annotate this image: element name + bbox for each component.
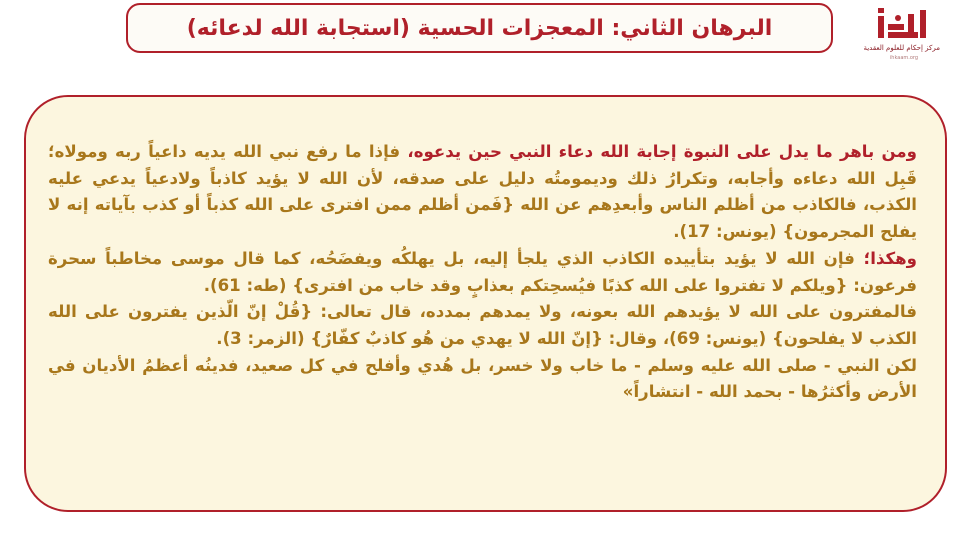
- logo: [846, 2, 952, 64]
- paragraph-2: [48, 246, 917, 299]
- logo-url: ihkaam.org: [889, 55, 919, 61]
- paragraph-1: [48, 139, 917, 246]
- paragraph-3: [48, 299, 917, 352]
- paragraph-2-body: فإن الله لا يؤيد بتأييده الكاذب الذي يلجأ إليه، بل يهلكُه ويفضَحُه، كما قال موسى مخاطباً سحرة فرعون: {ويلكم لا تفتروا على الله كذبًا فيُسحِتكم بعذابٍ وقد خاب من افترى} (طه: 61).: [48, 248, 917, 295]
- paragraph-2-lead: وهكذا؛: [854, 248, 917, 268]
- title-banner: [126, 3, 833, 53]
- paragraph-4: [48, 353, 917, 406]
- content-panel: [24, 95, 947, 512]
- paragraph-1-lead: ومن باهر ما يدل على النبوة إجابة الله دعاء النبي حين يدعوه،: [400, 142, 917, 161]
- paragraph-3-body: فالمفترون على الله لا يؤيدهم الله بعونه، ولا يمدهم بمدده، قال تعالى: {قُلْ إنّ الّذين يفترون على الله الكذب لا يفلحون} (يونس: 69)، وقال: {إنّ الله لا يهدي من هُو كاذبٌ كفّارٌ} (الزمر: 3).: [48, 302, 917, 348]
- content-text: [48, 139, 917, 406]
- page-title: البرهان الثاني: المعجزات الحسية (استجابة الله لدعائه): [186, 15, 773, 41]
- logo-tagline: مركز إحكام للعلوم العقدية: [863, 44, 940, 52]
- paragraph-1-body: فإذا ما رفع نبي الله يديه داعياً ربه ومولاه؛ قَبِل الله دعاءه وأجابه، وتكرارُ ذلك وديمومتُه دليل على صدقه، لأن الله لا يؤيد كاذباً ولادعياً يدعي عليه الكذب، فالكاذب من أظلم الناس وأبعدِهم عن الله {فَمن أظلم ممن افترى على الله كذباً أو كذب بآياته إنه لا يفلح المجرمون} (يونس: 17).: [48, 142, 917, 242]
- paragraph-4-body: لكن النبي - صلى الله عليه وسلم - ما خاب ولا خسر، بل هُدي وأفلح في كل صعيد، فدينُه أعظمُ الأديان في الأرض وأكثرُها - بحمد الله - انتشاراً»: [48, 355, 917, 402]
- logo-mark-icon: [876, 6, 928, 40]
